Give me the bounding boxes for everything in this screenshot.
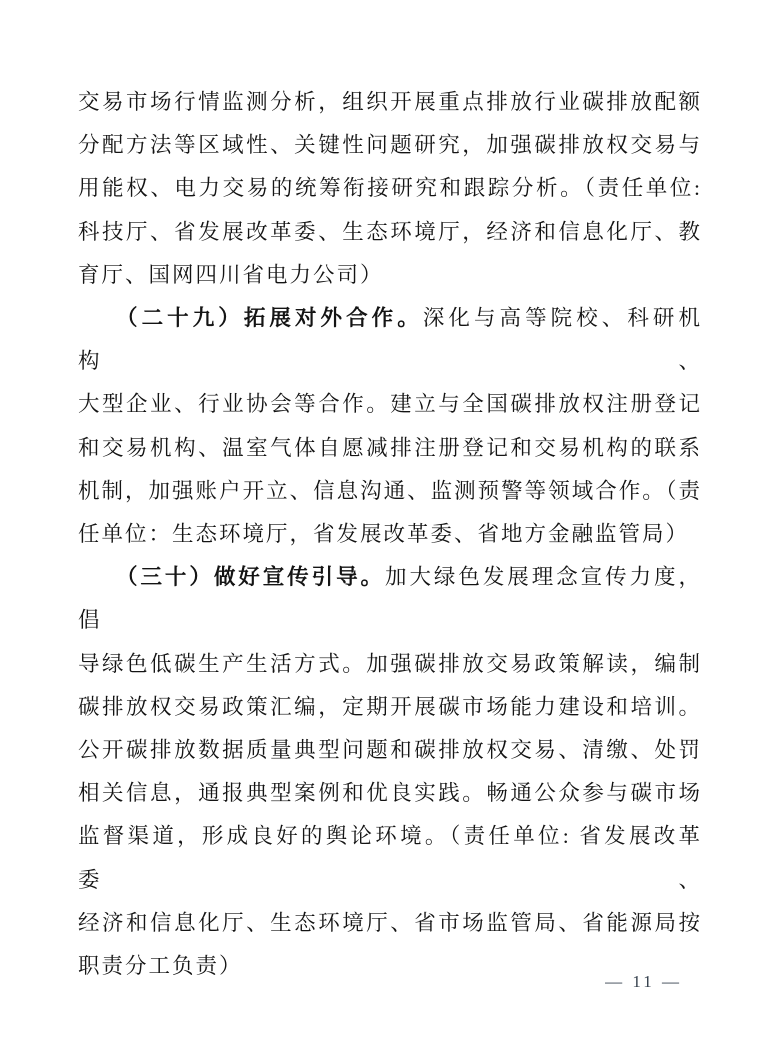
body-text: 职责分工负责） [78, 954, 243, 979]
text-line [78, 470, 702, 513]
section-heading: （三十）做好宣传引导。 [116, 565, 386, 590]
body-text: 深化与高等院校、科研机构、 [78, 306, 702, 374]
section-heading: （二十九）拓展对外合作。 [116, 306, 423, 331]
body-text: 公开碳排放数据质量典型问题和碳排放权交易、清缴、处罚 [78, 738, 702, 763]
body-text: 和交易机构、温室气体自愿减排注册登记和交易机构的联系 [78, 435, 702, 460]
body-text: 大型企业、行业协会等合作。建立与全国碳排放权注册登记 [78, 392, 702, 417]
body-text: 育厅、国网四川省电力公司） [78, 262, 384, 287]
text-line [78, 729, 702, 772]
text-line [78, 686, 702, 729]
text-line [78, 513, 702, 556]
body-text: 导绿色低碳生产生活方式。加强碳排放交易政策解读，编制 [78, 651, 702, 676]
body-text: 相关信息，通报典型案例和优良实践。畅通公众参与碳市场 [78, 781, 702, 806]
body-text: 交易市场行情监测分析，组织开展重点排放行业碳排放配额 [78, 90, 702, 114]
page-number-label: — 11 — [605, 972, 682, 991]
text-line [78, 427, 702, 470]
body-text: 机制，加强账户开立、信息沟通、监测预警等领域合作。（责 [78, 478, 702, 503]
body-text: 监督渠道，形成良好的舆论环境。（责任单位: 省发展改革委、 [78, 824, 702, 892]
text-line [78, 902, 702, 945]
page-number [605, 972, 682, 992]
text-line [78, 556, 702, 642]
text-line [78, 383, 702, 426]
body-text: 经济和信息化厅、生态环境厅、省市场监管局、省能源局按 [78, 910, 702, 935]
text-line [78, 254, 702, 297]
text-line [78, 167, 702, 210]
text-line [78, 211, 702, 254]
text-line [78, 81, 702, 124]
body-text: 任单位：生态环境厅，省发展改革委、省地方金融监管局） [78, 522, 690, 547]
body-text: 科技厅、省发展改革委、生态环境厅，经济和信息化厅、教 [78, 219, 702, 244]
text-line [78, 124, 702, 167]
body-text: 分配方法等区域性、关键性问题研究，加强碳排放权交易与 [78, 133, 702, 158]
document-body [78, 81, 702, 988]
body-text: 碳排放权交易政策汇编，定期开展碳市场能力建设和培训。 [78, 694, 702, 719]
text-line [78, 815, 702, 901]
body-text: 加大绿色发展理念宣传力度，倡 [78, 565, 702, 633]
text-line [78, 772, 702, 815]
text-line [78, 297, 702, 383]
body-text: 用能权、电力交易的统筹衔接研究和跟踪分析。（责任单位: [78, 176, 702, 201]
text-line [78, 643, 702, 686]
